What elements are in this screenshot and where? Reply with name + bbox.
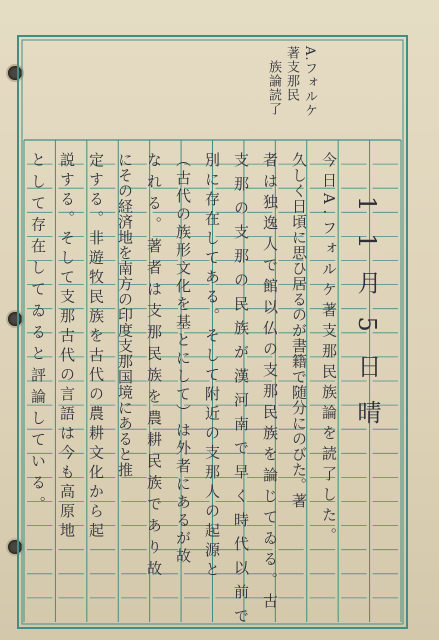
- manuscript-column: 支那の支那の民族が漢河南で早く時代以前で: [232, 152, 250, 632]
- manuscript-column: 定する。非遊牧民族を古代の農耕文化から起: [87, 152, 105, 542]
- manuscript-column: 者は独逸人で館以仏の支那民族を論じてゐる。古: [261, 152, 279, 614]
- manuscript-column: として存在してゐると評論している。: [29, 152, 47, 518]
- header-author-label: A.フォルケ: [302, 46, 317, 118]
- header-book-title: 著支那民: [284, 46, 299, 102]
- manuscript-column: にその経済地を南方の印度支那国境にあると推: [116, 152, 134, 478]
- manuscript-column: 別に存在してある。そして附近の支那人の起源と: [203, 152, 221, 581]
- manuscript-column: なれる。著者は支那民族を農耕民族であり故: [145, 152, 163, 582]
- manuscript-column: （古代の族形文化を基とにして）は外者にあるが故: [174, 152, 192, 566]
- header-subtitle: 族論読了: [266, 60, 281, 116]
- manuscript-column: 説する。そして支那古代の言語は今も高原地: [58, 152, 76, 542]
- manuscript-column: 久しく日頃に思ひ居るのが書籍で随分にのびた。著: [290, 152, 308, 509]
- diary-date: 11月5日晴: [353, 196, 381, 446]
- manuscript-column: 今日A.フォルケ著支那民族論を読了した。: [320, 152, 338, 548]
